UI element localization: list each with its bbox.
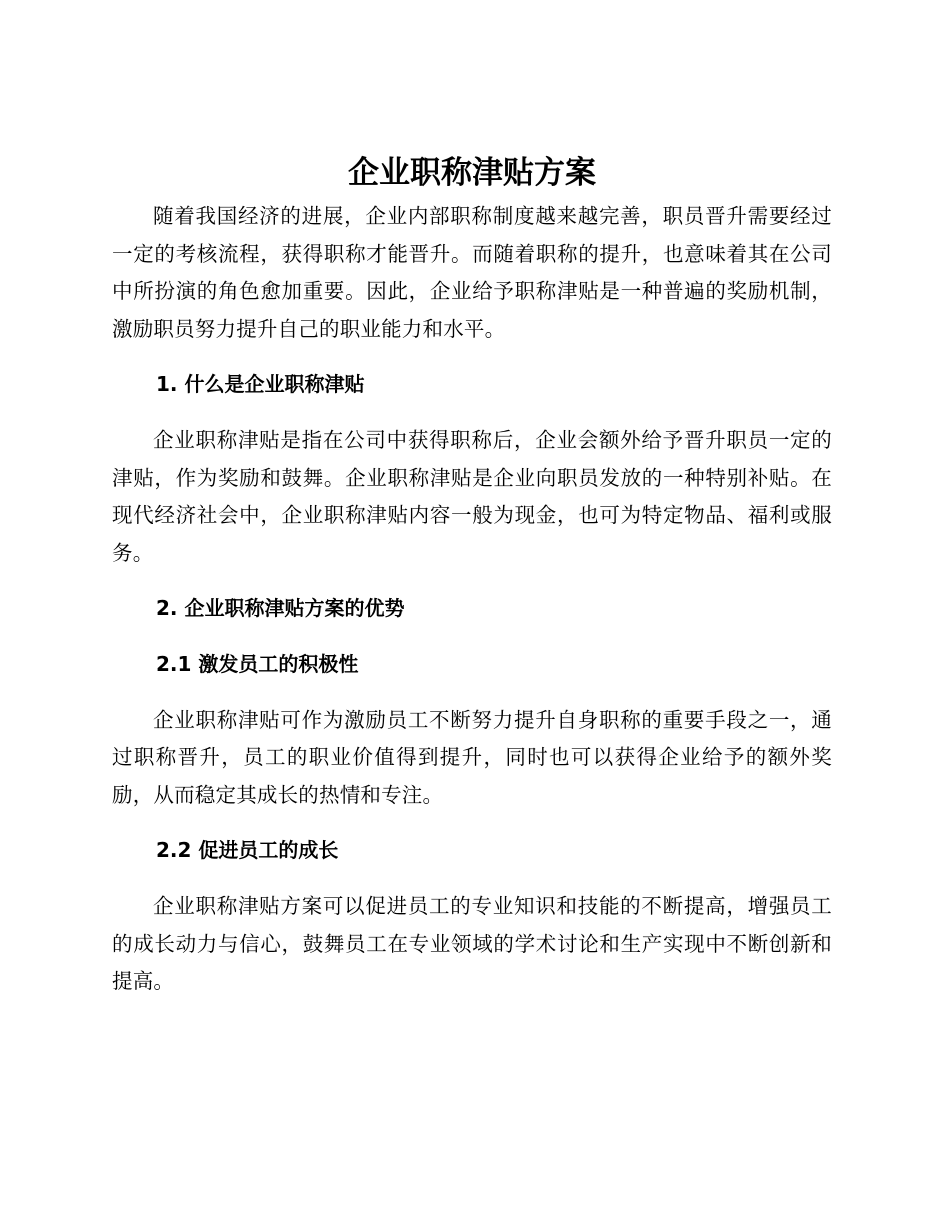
section-2-1-heading: 2.1 激发员工的积极性 bbox=[156, 651, 359, 676]
document-title: 企业职称津贴方案 bbox=[348, 155, 596, 191]
section-1-heading: 1. 什么是企业职称津贴 bbox=[156, 372, 365, 397]
intro-paragraph: 随着我国经济的进展，企业内部职称制度越来越完善，职员晋升需要经过一定的考核流程，获得职称才能晋升。而随着职称的提升，也意味着其在公司中所扮演的角色愈加重要。因此，企业给予职称津贴是一种普遍的奖励机制，激励职员努力提升自己的职业能力和水平。 bbox=[112, 204, 832, 341]
section-2-2-heading: 2.2 促进员工的成长 bbox=[156, 838, 339, 863]
section-1-paragraph: 企业职称津贴是指在公司中获得职称后，企业会额外给予晋升职员一定的津贴，作为奖励和鼓舞。企业职称津贴是企业向职员发放的一种特别补贴。在现代经济社会中，企业职称津贴内容一般为现金，也可为特定物品、福利或服务。 bbox=[112, 427, 832, 565]
section-2-2-paragraph: 企业职称津贴方案可以促进员工的专业知识和技能的不断提高，增强员工的成长动力与信心，鼓舞员工在专业领域的学术讨论和生产实现中不断创新和提高。 bbox=[112, 893, 832, 994]
section-2-heading: 2. 企业职称津贴方案的优势 bbox=[156, 596, 405, 621]
section-2-1-paragraph: 企业职称津贴可作为激励员工不断努力提升自身职称的重要手段之一，通过职称晋升，员工的职业价值得到提升，同时也可以获得企业给予的额外奖励，从而稳定其成长的热情和专注。 bbox=[112, 707, 832, 807]
document-page bbox=[112, 148, 832, 1001]
